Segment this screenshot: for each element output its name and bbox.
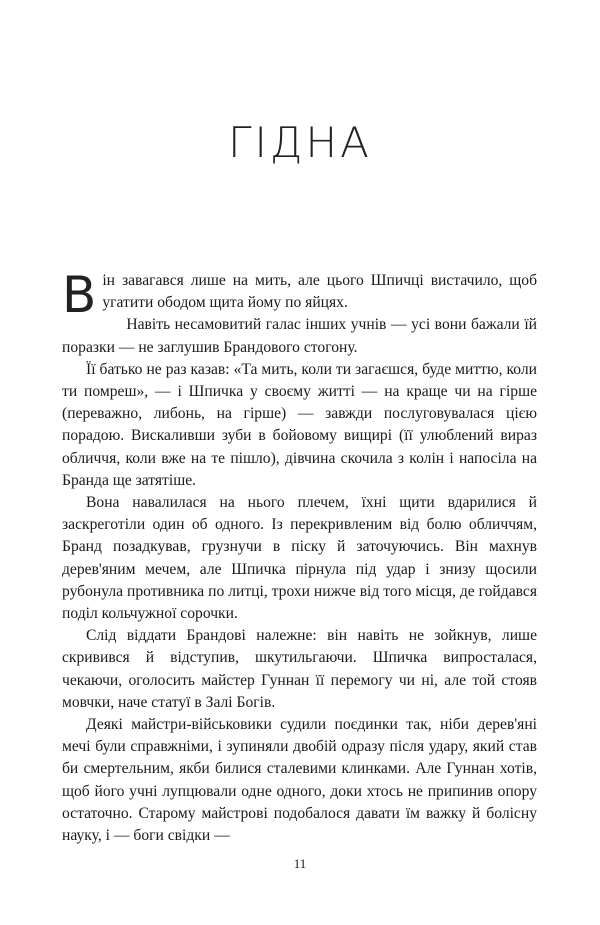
first-paragraph-text: ін завагався лише на мить, але цього Шпичці вистачило, щоб угатити ободом щита йому по яйцях. (102, 272, 537, 312)
paragraph: Вона навалилася на нього плечем, їхні щити вдарилися й заскреготіли один об одного. Із перекривленим від болю обличчям, Бранд позадкував, грузнучи в піску й заточуючись. Він махнув дерев'яним мечем, але Шпичка пірнула під удар і знизу щосили рубонула противника по литці, трохи нижче від того місця, де гойдався поділ кольчужної сорочки. (62, 494, 537, 623)
page-number: 11 (293, 856, 307, 871)
paragraph: Її батько не раз казав: «Та мить, коли ти загаєшся, буде миттю, коли ти помреш», — і Шпичка у своєму житті — на краще чи на гірше (переважно, либонь, на гірше) — завжди послуговувалася цією порадою. Вискаливши зуби в бойовому вищирі (її улюблений вираз обличчя, коли вже на те пішло), дівчина скочила з колін і напосіла на Бранда ще затятіше. (62, 360, 537, 489)
body-text (62, 266, 537, 847)
first-paragraph (62, 266, 537, 324)
chapter-title: ГІДНА (228, 118, 372, 167)
drop-cap: В (62, 266, 97, 324)
paragraph: Деякі майстри-військовики судили поєдинки так, ніби дерев'яні мечі були справжніми, і зупиняли двобій одразу після удару, який став би смертельним, якби билися сталевими клинками. Але Гуннан хотів, щоб його учні лупцювали одне одного, доки хтось не припинив опору остаточно. Старому майстрові подобалося давати їм важку й болісну науку, і — боги свідки — (62, 716, 537, 845)
paragraph: Навіть несамовитий галас інших учнів — усі вони бажали їй поразки — не заглушив Брандового стогону. (62, 316, 537, 356)
paragraph: Слід віддати Брандові належне: він навіть не зойкнув, лише скривився й відступив, шкутильгаючи. Шпичка випросталася, чекаючи, оголосить майстер Гуннан її перемогу чи ні, але той стояв мовчки, наче статуї в Залі Богів. (62, 627, 537, 711)
